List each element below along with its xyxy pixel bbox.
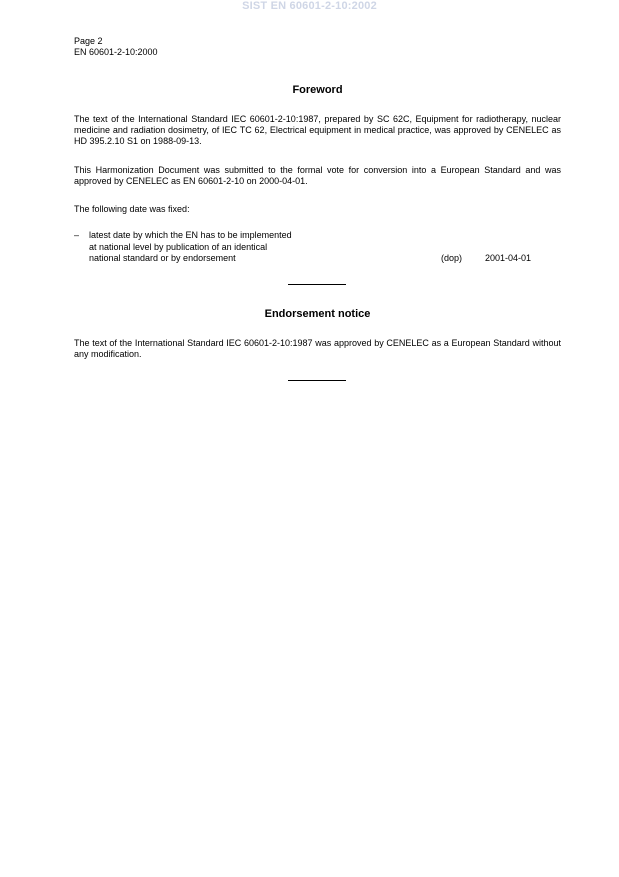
- endorsement-heading: Endorsement notice: [264, 308, 371, 320]
- list-line-1: latest date by which the EN has to be implemented: [89, 230, 292, 240]
- date-list-item: [74, 230, 561, 265]
- section-divider-1: [288, 284, 346, 285]
- page-number: Page 2: [74, 36, 103, 46]
- list-dash: –: [74, 230, 80, 240]
- list-line-3: [89, 253, 561, 265]
- foreword-heading: Foreword: [292, 84, 343, 96]
- page-header: [74, 36, 158, 58]
- foreword-paragraph-3: The following date was fixed:: [74, 204, 190, 214]
- foreword-paragraph-2: This Harmonization Document was submitted to the formal vote for conversion into a European Standard and was approved by CENELEC as EN 60601-2-10 on 2000-04-01.: [74, 165, 561, 186]
- endorsement-paragraph: The text of the International Standard IEC 60601-2-10:1987 was approved by CENELEC as a European Standard without any modification.: [74, 338, 561, 359]
- list-line-3-text: national standard or by endorsement: [89, 253, 236, 263]
- dop-code: (dop): [441, 253, 463, 263]
- section-divider-2: [288, 380, 346, 381]
- document-id: EN 60601-2-10:2000: [74, 47, 158, 57]
- dop-date: 2001-04-01: [485, 253, 532, 263]
- list-line-2: at national level by publication of an identical: [89, 241, 268, 252]
- watermark: SIST EN 60601-2-10:2002: [242, 0, 377, 12]
- foreword-paragraph-1: The text of the International Standard IEC 60601-2-10:1987, prepared by SC 62C, Equipment for radiotherapy, nuclear medicine and radiation dosimetry, of IEC TC 62, Electrical equipment in medical practice, was approved by CENELEC as HD 395.2.10 S1 on 1988-09-13.: [74, 114, 561, 146]
